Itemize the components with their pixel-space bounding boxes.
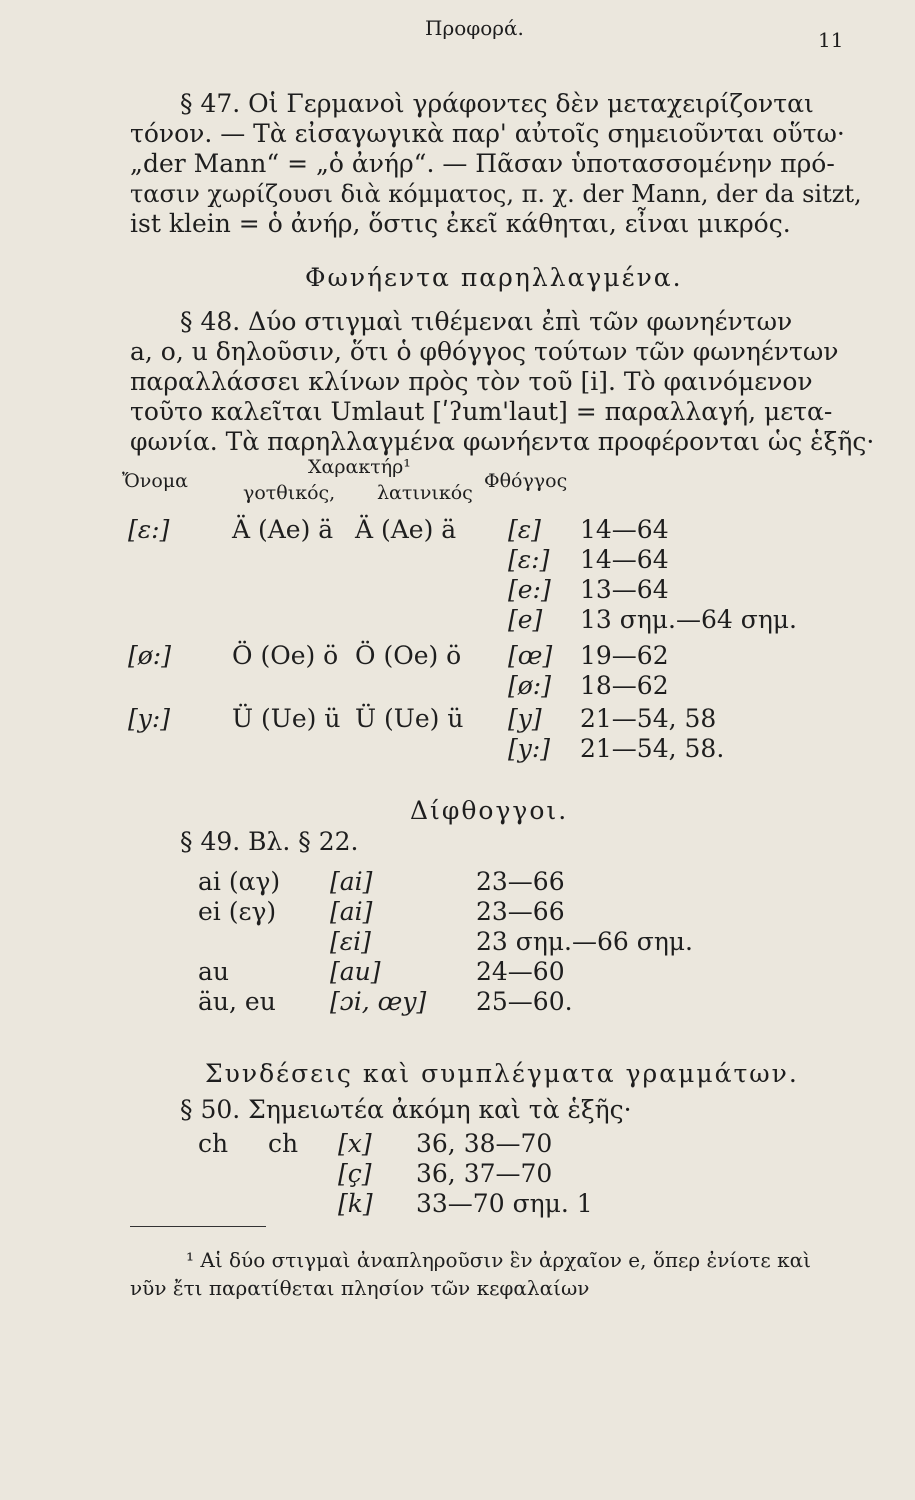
cell-sound: [ç] xyxy=(338,1159,372,1188)
cell-gothic: Ö (Oe) ö xyxy=(232,641,339,670)
footnote-line: ¹ Αἱ δύο στιγμαὶ ἀναπληροῦσιν ἓν ἀρχαῖον e, ὅπερ ἐνίοτε καὶ xyxy=(186,1248,811,1272)
cell-gothic: Ü (Ue) ü xyxy=(232,704,341,733)
text-line: τόνον. — Τὰ εἰσαγωγικὰ παρ' αὐτοῖς σημειοῦνται οὕτω· xyxy=(130,119,845,148)
cell-ref: 13 σημ.—64 σημ. xyxy=(580,605,797,634)
text-line: παραλλάσσει κλίνων πρὸς τὸν τοῦ [i]. Τὸ φαινόμενον xyxy=(130,367,813,396)
text-line: ist klein = ὁ ἀνήρ, ὅστις ἐκεῖ κάθηται, εἶναι μικρός. xyxy=(130,209,791,238)
cell-ref: 25—60. xyxy=(476,987,573,1016)
cell-ref: 14—64 xyxy=(580,515,669,544)
diphthongs-heading: Δίφθογγοι. xyxy=(410,796,569,825)
cell-sound: [ø:] xyxy=(508,671,551,700)
cell-sound: [e:] xyxy=(508,575,551,604)
running-header-title: Προφορά. xyxy=(425,16,524,40)
header-gothic: γοτθικός, xyxy=(243,482,336,504)
header-latin: λατινικός xyxy=(377,482,473,504)
cell-sound: [y] xyxy=(508,704,542,733)
cell-ref: 14—64 xyxy=(580,545,669,574)
cell-name: [y:] xyxy=(128,704,171,733)
cell-ref: 21—54, 58. xyxy=(580,734,725,763)
text-line: § 48. Δύο στιγμαὶ τιθέμεναι ἐπὶ τῶν φωνηέντων xyxy=(180,307,793,336)
section-50-label: § 50. Σημειωτέα ἀκόμη καὶ τὰ ἑξῆς· xyxy=(180,1095,632,1124)
cell-sound: [ε:] xyxy=(508,545,550,574)
cell-sound: [ɔi, œy] xyxy=(330,987,427,1016)
cell-latin: Ü (Ue) ü xyxy=(355,704,464,733)
cell-ref: 23 σημ.—66 σημ. xyxy=(476,927,693,956)
cell-ref: 36, 37—70 xyxy=(416,1159,553,1188)
cell-sound: [œ] xyxy=(508,641,553,670)
cell-sound: [k] xyxy=(338,1189,373,1218)
text-line: τασιν χωρίζουσι διὰ κόμματος, π. χ. der Mann, der da sitzt, xyxy=(130,180,862,208)
cell-ref: 23—66 xyxy=(476,867,565,896)
cell-sound: [x] xyxy=(338,1129,372,1158)
section-49-label: § 49. Βλ. § 22. xyxy=(180,827,359,856)
cell-sound: [e] xyxy=(508,605,543,634)
cell-ref: 36, 38—70 xyxy=(416,1129,553,1158)
cell-gothic: Ä (Ae) ä xyxy=(232,515,334,544)
cell-sound: [ε] xyxy=(508,515,541,544)
cell-latin: Ö (Oe) ö xyxy=(355,641,462,670)
cell-letters: ei (εγ) xyxy=(198,897,277,926)
cell-sound: [εi] xyxy=(330,927,371,956)
text-line: τοῦτο καλεῖται Umlaut [ʹʔum'laut] = παραλλαγή, μετα- xyxy=(130,397,833,426)
cell-ref: 24—60 xyxy=(476,957,565,986)
cell-name: [ε:] xyxy=(128,515,170,544)
vowels-heading: Φωνήεντα παρηλλαγμένα. xyxy=(305,263,683,292)
cell-sound: [au] xyxy=(330,957,381,986)
text-line: a, o, u δηλοῦσιν, ὅτι ὁ φθόγγος τούτων τῶν φωνηέντων xyxy=(130,337,839,366)
cell-ref: 21—54, 58 xyxy=(580,704,717,733)
cell-sound: [ai] xyxy=(330,867,373,896)
header-name: Ὄνομα xyxy=(122,470,188,492)
cell-ref: 33—70 σημ. 1 xyxy=(416,1189,593,1218)
header-sound: Φθόγγος xyxy=(484,470,568,492)
cell-letters: äu, eu xyxy=(198,987,276,1016)
cell-ref: 13—64 xyxy=(580,575,669,604)
cell-letters: au xyxy=(198,957,230,986)
cell-letters: ai (αγ) xyxy=(198,867,281,896)
text-line: § 47. Οἱ Γερμανοὶ γράφοντες δὲν μεταχειρίζονται xyxy=(180,89,814,118)
text-line: „der Mann“ = „ὁ ἀνήρ“. — Πᾶσαν ὑποτασσομένην πρό- xyxy=(130,149,835,178)
footnote-line: νῦν ἔτι παρατίθεται πλησίον τῶν κεφαλαίων xyxy=(130,1276,590,1300)
page-number: 11 xyxy=(818,28,844,52)
text-line: φωνία. Τὰ παρηλλαγμένα φωνήεντα προφέρονται ὡς ἑξῆς· xyxy=(130,427,875,456)
cell-ref: 23—66 xyxy=(476,897,565,926)
cell-latin: Ä (Ae) ä xyxy=(355,515,457,544)
footnote-rule xyxy=(130,1226,266,1227)
cell-name: [ø:] xyxy=(128,641,171,670)
cell-sound: [ai] xyxy=(330,897,373,926)
cell-ref: 18—62 xyxy=(580,671,669,700)
header-character: Χαρακτήρ¹ xyxy=(308,456,411,478)
cell-gothic: ch xyxy=(198,1129,229,1158)
cell-ref: 19—62 xyxy=(580,641,669,670)
cell-sound: [y:] xyxy=(508,734,551,763)
combinations-heading: Συνδέσεις καὶ συμπλέγματα γραμμάτων. xyxy=(205,1059,799,1088)
cell-latin: ch xyxy=(268,1129,299,1158)
